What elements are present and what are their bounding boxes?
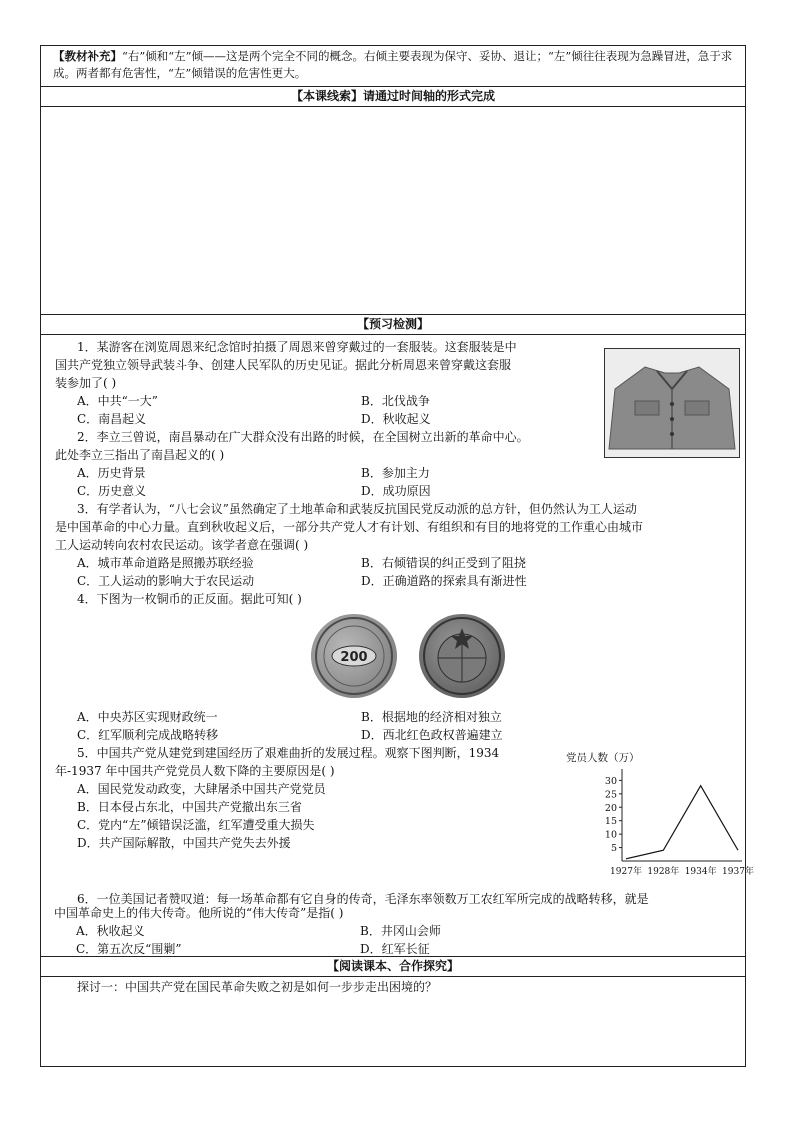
coin-obverse	[311, 614, 397, 698]
party-membership-chart	[566, 729, 754, 879]
q6-option-a[interactable]: A．秋收起义	[76, 924, 145, 938]
q2-option-b[interactable]: B．参加主力	[361, 466, 430, 480]
timeline-answer-area[interactable]	[41, 107, 745, 315]
read-header: 【阅读课本、合作探究】	[41, 957, 745, 977]
q2-option-c[interactable]: C．历史意义	[77, 484, 147, 498]
q6-option-b[interactable]: B．井冈山会师	[360, 924, 441, 938]
chart-y-tick-label: 25	[604, 789, 617, 801]
q5-stem: 5．中国共产党从建党到建国经历了艰难曲折的发展过程。观察下图判断，1934 年-1937 年中国共产党党员人数下降的主要原因是( )	[55, 746, 500, 778]
q1-option-b[interactable]: B．北伐战争	[361, 394, 430, 408]
q6-option-c[interactable]: C．第五次反“围剿”	[76, 942, 182, 956]
textbook-supplement	[41, 46, 745, 87]
q3-option-b[interactable]: B．右倾错误的纠正受到了阻挠	[361, 556, 526, 570]
clue-header: 【本课线索】请通过时间轴的形式完成	[41, 87, 745, 107]
q6-option-d[interactable]: D．红军长征	[360, 942, 430, 956]
preview-quiz	[41, 335, 754, 957]
q3-option-a[interactable]: A．城市革命道路是照搬苏联经验	[77, 556, 254, 570]
q3-option-c[interactable]: C．工人运动的影响大于农民运动	[77, 574, 255, 588]
chart-svg	[566, 729, 754, 879]
q2-option-a[interactable]: A．历史背景	[77, 466, 146, 480]
discussion-area[interactable]	[41, 977, 745, 1066]
q1-option-d[interactable]: D．秋收起义	[361, 412, 431, 426]
q4-option-c[interactable]: C．红军顺利完成战略转移	[77, 728, 219, 742]
chart-y-tick-label: 15	[604, 816, 617, 828]
chart-y-tick-label: 20	[604, 802, 617, 814]
chart-x-tick-label: 1934年	[684, 867, 717, 877]
q1-stem: 1．某游客在浏览周恩来纪念馆时拍摄了周恩来曾穿戴过的一套服装。这套服装是中 国共产党独立领导武装斗争、创建人民军队的历史见证。据此分析周恩来曾穿戴这套服 装参加了( )	[55, 340, 517, 390]
coin-value: 200	[340, 650, 368, 665]
chart-y-tick-label: 5	[610, 843, 617, 855]
q5-option-b[interactable]: B．日本侵占东北，中国共产党撤出东三省	[77, 800, 302, 814]
chart-ylabel: 党员人数（万）	[566, 752, 640, 764]
chart-x-tick-label: 1937年	[722, 867, 754, 877]
chart-x-tick-label: 1928年	[647, 867, 680, 877]
coin-reverse	[419, 614, 505, 698]
q5-option-d[interactable]: D．共产国际解散，中国共产党失去外援	[77, 836, 291, 850]
chart-series-line	[626, 786, 738, 859]
q3-option-d[interactable]: D．正确道路的探索具有渐进性	[361, 574, 527, 588]
q6-stem-continued: 中国革命史上的伟大传奇。他所说的“伟大传奇”是指( )	[54, 906, 344, 920]
q4-option-a[interactable]: A．中央苏区实现财政统一	[77, 710, 218, 724]
uniform-photo	[604, 348, 740, 458]
preview-header: 【预习检测】	[41, 315, 745, 335]
q2-stem: 2．李立三曾说，南昌暴动在广大群众没有出路的时候，在全国树立出新的革命中心。 此处李立三指出了南昌起义的( )	[55, 430, 529, 462]
q1-option-c[interactable]: C．南昌起义	[77, 412, 147, 426]
supplement-label: 【教材补充】	[53, 49, 122, 63]
q2-option-d[interactable]: D．成功原因	[361, 484, 431, 498]
q4-option-d[interactable]: D．西北红色政权普遍建立	[361, 728, 503, 742]
q1-option-a[interactable]: A．中共“一大”	[77, 394, 158, 408]
chart-x-tick-label: 1927年	[610, 867, 642, 877]
chart-y-tick-label: 30	[604, 775, 617, 787]
q5-option-a[interactable]: A．国民党发动政变，大肆屠杀中国共产党党员	[77, 782, 326, 796]
q5-option-c[interactable]: C．党内“左”倾错误泛滥，红军遭受重大损失	[77, 818, 315, 832]
q4-option-b[interactable]: B．根据地的经济相对独立	[361, 710, 502, 724]
chart-y-tick-label: 10	[604, 829, 617, 841]
q3-stem: 3．有学者认为，“八七会议”虽然确定了土地革命和武装反抗国民党反动派的总方针，但仍然认为工人运动 是中国革命的中心力量。直到秋收起义后，一部分共产党人才有计划、有组织和有目的地将党的工作重心由城市 工人运动转向农村农民运动。该学者意在强调( )	[55, 502, 644, 552]
q4-stem: 4．下图为一枚铜币的正反面。据此可知( )	[77, 592, 302, 606]
discussion-1: 探讨一：中国共产党在国民革命失败之初是如何一步步走出困境的？	[77, 980, 438, 994]
q6-stem: 6．一位美国记者赞叹道：每一场革命都有它自身的传奇，毛泽东率领数万工农红军所完成的战略转移，就是	[77, 892, 649, 906]
supplement-text: “右”倾和“左”倾——这是两个完全不同的概念。右倾主要表现为保守、妥协、退让；“左”倾往往表现为急躁冒进，急于求成。两者都有危害性，“左”倾错误的危害性更大。	[53, 49, 733, 80]
